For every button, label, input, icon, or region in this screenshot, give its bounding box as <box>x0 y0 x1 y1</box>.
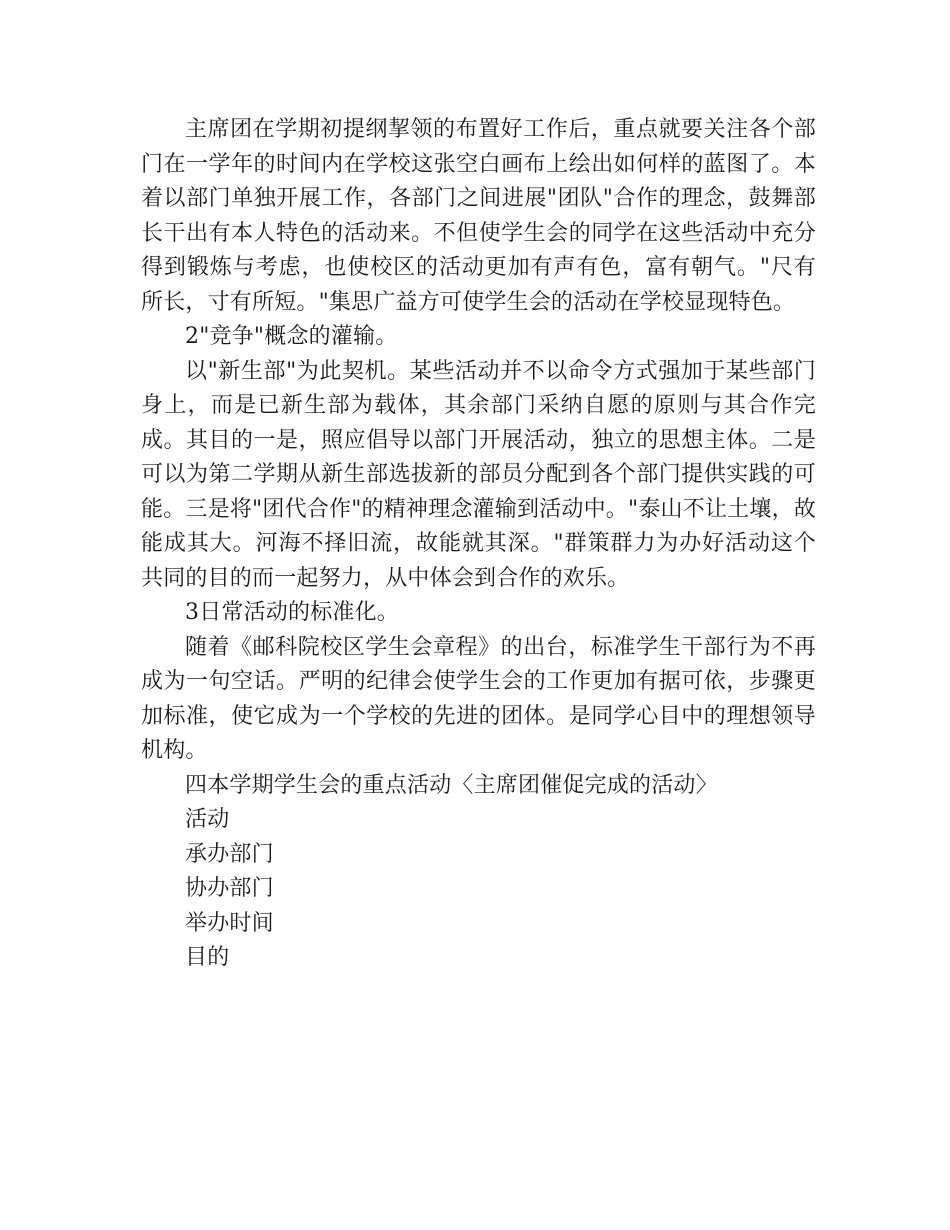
heading-standardization: 3日常活动的标准化。 <box>185 600 399 625</box>
paragraph-presidium-planning: 主席团在学期初提纲挈领的布置好工作后，重点就要关注各个部门在一学年的时间内在学校这张空白画布上绘出如何样的蓝图了。本着以部门单独开展工作，各部门之间进展"团队"合作的理念，鼓舞部长干出有本人特色的活动来。不但使学生会的同学在这些活动中充分得到锻炼与考虑，也使校区的活动更加有声有色，富有朝气。"尺有所长，寸有所短。"集思广益方可使学生会的活动在学校显现特色。 <box>141 117 816 315</box>
paragraph-freshman-department: 以"新生部"为此契机。某些活动并不以命令方式强加于某些部门身上，而是已新生部为载体，其余部门采纳自愿的原则与其合作完成。其目的一是，照应倡导以部门开展活动，独立的思想主体。二是可以为第二学期从新生部选拔新的部员分配到各个部门提供实践的可能。三是将"团代合作"的精神理念灌输到活动中。"泰山不让土壤，故能成其大。河海不择旧流，故能就其深。"群策群力为办好活动这个共同的目的而一起努力，从中体会到合作的欢乐。 <box>141 358 816 591</box>
table-header-activity: 活动 <box>185 807 230 832</box>
paragraph-charter: 随着《邮科院校区学生会章程》的出台，标准学生干部行为不再成为一句空话。严明的纪律会使学生会的工作更加有据可依，步骤更加标准，使它成为一个学校的先进的团体。是同学心目中的理想领导机构。 <box>141 634 816 763</box>
document-body <box>141 113 816 976</box>
table-header-assist-department: 协办部门 <box>185 876 274 901</box>
table-header-time: 举办时间 <box>185 910 274 936</box>
heading-competition-concept: 2"竞争"概念的灌输。 <box>185 324 398 349</box>
table-header-purpose: 目的 <box>185 945 230 970</box>
table-header-host-department: 承办部门 <box>185 841 274 867</box>
heading-key-activities: 四本学期学生会的重点活动〈主席团催促完成的活动〉 <box>185 772 718 798</box>
